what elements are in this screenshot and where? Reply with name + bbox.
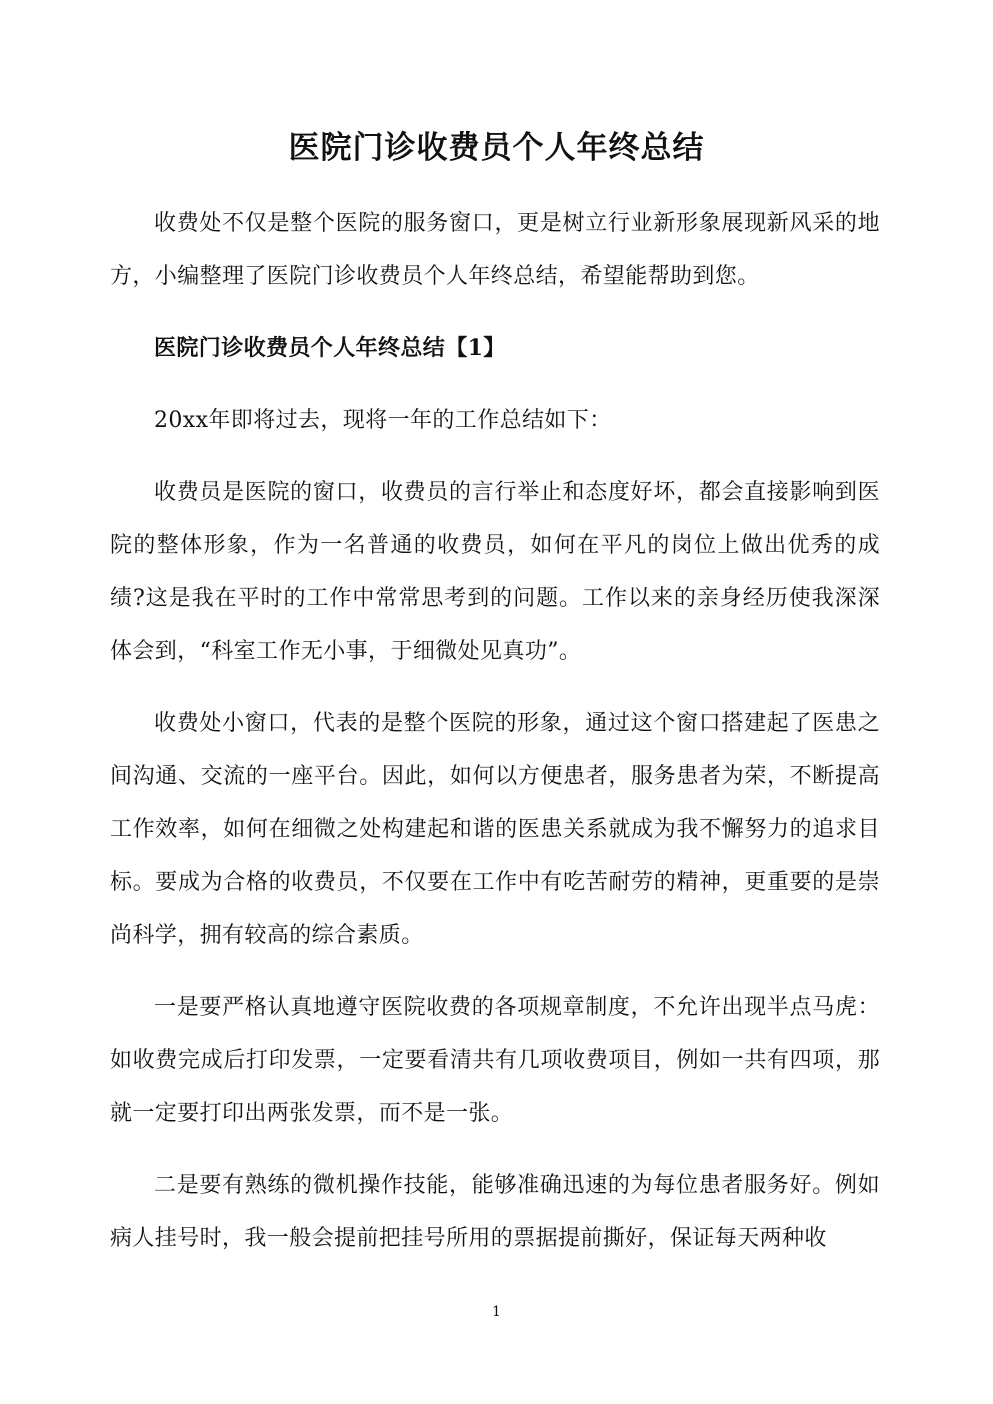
section-heading: 医院门诊收费员个人年终总结【1】 [154, 335, 506, 361]
body-paragraph: 一是要严格认真地遵守医院收费的各项规章制度，不允许出现半点马虎：如收费完成后打印发票，一定要看清共有几项收费项目，例如一共有四项，那就一定要打印出两张发票，而不是一张。 [110, 995, 880, 1126]
page-number: 1 [492, 1304, 501, 1320]
document-body [110, 197, 880, 1265]
intro-paragraph: 收费处不仅是整个医院的服务窗口，更是树立行业新形象展现新风采的地方，小编整理了医院门诊收费员个人年终总结，希望能帮助到您。 [110, 211, 880, 289]
body-paragraph: 收费处小窗口，代表的是整个医院的形象，通过这个窗口搭建起了医患之间沟通、交流的一座平台。因此，如何以方便患者，服务患者为荣，不断提高工作效率，如何在细微之处构建起和谐的医患关系就成为我不懈努力的追求目标。要成为合格的收费员，不仅要在工作中有吃苦耐劳的精神，更重要的是崇尚科学，拥有较高的综合素质。 [110, 711, 880, 948]
opening-paragraph: 20xx年即将过去，现将一年的工作总结如下： [154, 408, 612, 433]
body-paragraph: 收费员是医院的窗口，收费员的言行举止和态度好坏，都会直接影响到医院的整体形象，作为一名普通的收费员，如何在平凡的岗位上做出优秀的成绩?这是我在平时的工作中常常思考到的问题。工作以来的亲身经历使我深深体会到，“科室工作无小事，于细微处见真功”。 [110, 480, 880, 664]
document-title: 医院门诊收费员个人年终总结 [288, 130, 705, 166]
body-paragraph: 二是要有熟练的微机操作技能，能够准确迅速的为每位患者服务好。例如病人挂号时，我一般会提前把挂号所用的票据提前撕好，保证每天两种收 [110, 1173, 880, 1251]
